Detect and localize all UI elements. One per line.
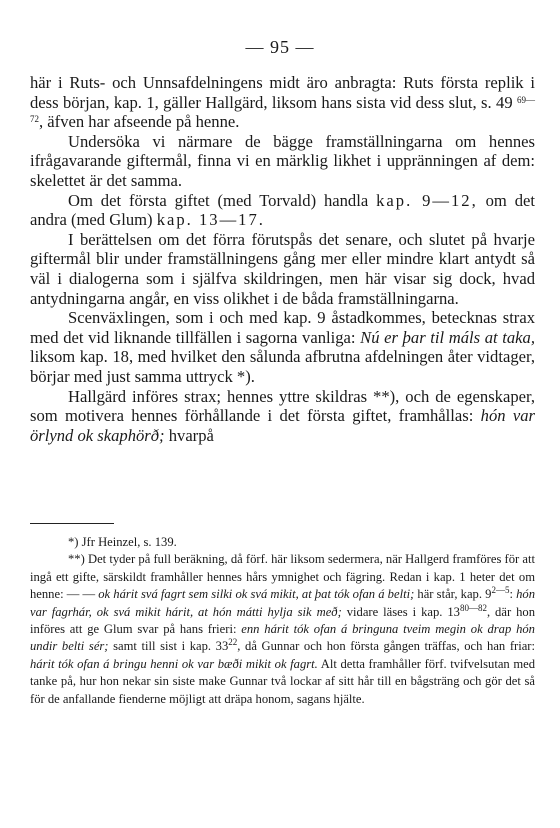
- saga-quote: hón var örlynd ok skaphörð;: [30, 406, 535, 445]
- footnotes: [30, 534, 535, 708]
- body-text: [30, 73, 535, 445]
- paragraph-4: I berättelsen om det förra förutspås det senare, och slutet på hvarje giftermål blir under framställningens gång mer eller mindre klart antydt så väl i dialogerna som i själfva skildringen, men här visar sig dock, hvad antydningarna angår, en viss olikhet i de båda framställningarna.: [30, 229, 535, 308]
- saga-quote: Nú er þar til máls at taka,: [360, 327, 535, 347]
- paragraph-6: Hallgärd införes strax; hennes yttre skildras **), och de egenskaper, som motivera hennes förhållande i det första giftet, framhållas: hón var örlynd ok skaphörð; hvarpå: [30, 386, 535, 445]
- footnote-2: **) Det tyder på full beräkning, då förf. här liksom sedermera, när Hallgerd framföres för att ingå ett gifte, särskildt framhåller hennes hårs ymnighet och fägring. Redan i kap. 1 heter det om henne: — — ok hárit svá fagrt sem silki ok svá mikit, at þat tók ofan á belti; här står, kap. $9^{2—5}$: hón var fagrhár, ok svá mikit hárit, at hón mátti hylja sik með; vidare läses i kap. $13^{80—82}$, där hon införes att ge Glum svar på hans frieri: enn hárit tók ofan á bringuna tveim megin ok drap hón undir belti sér; samt till sist i kap. $33^{22}$, då Gunnar och hon första gången träffas, och han friar: hárit tók ofan á bringu henni ok var bæði mikit ok fagrt. Alt detta framhåller förf. tvifvelsutan med tanke på, hur hon nekar sin siste make Gunnar två lockar af sitt hår till en bågsträng och gör det så för de anfallande fienderne möjligt att dräpa honom, sagans hjälte.: [30, 552, 536, 706]
- paragraph-1: här i Ruts- och Unnsafdelningens midt äro anbragta: Ruts första replik i dess början, kap. 1, gäller Hallgärd, liksom hans sista vid dess slut, s. 49 $^{69—72}$, äfven har afseende på henne.: [30, 73, 535, 132]
- paragraph-3: Om det första giftet (med Torvald) handla kap. 9—12, om det andra (med Glum) kap. 13—17.: [30, 190, 536, 230]
- paragraph-5: Scenväxlingen, som i och med kap. 9 åstadkommes, betecknas strax med det vid liknande tillfällen i sagorna vanliga: Nú er þar til máls at taka, liksom kap. 18, med hvilket den sålunda afbrutna afdelningen åter vidtager, börjar med just samma uttryck *).: [30, 308, 535, 386]
- paragraph-2: Undersöka vi närmare de bägge framställningarna om hennes ifrågavarande giftermål, finna vi en märklig likhet i uppränningen af dem: skelettet är det samma.: [30, 131, 535, 190]
- footnote-divider: [30, 523, 114, 524]
- page-number: — 95 —: [245, 37, 315, 57]
- footnote-1: *) Jfr Heinzel, s. 139.: [68, 535, 177, 549]
